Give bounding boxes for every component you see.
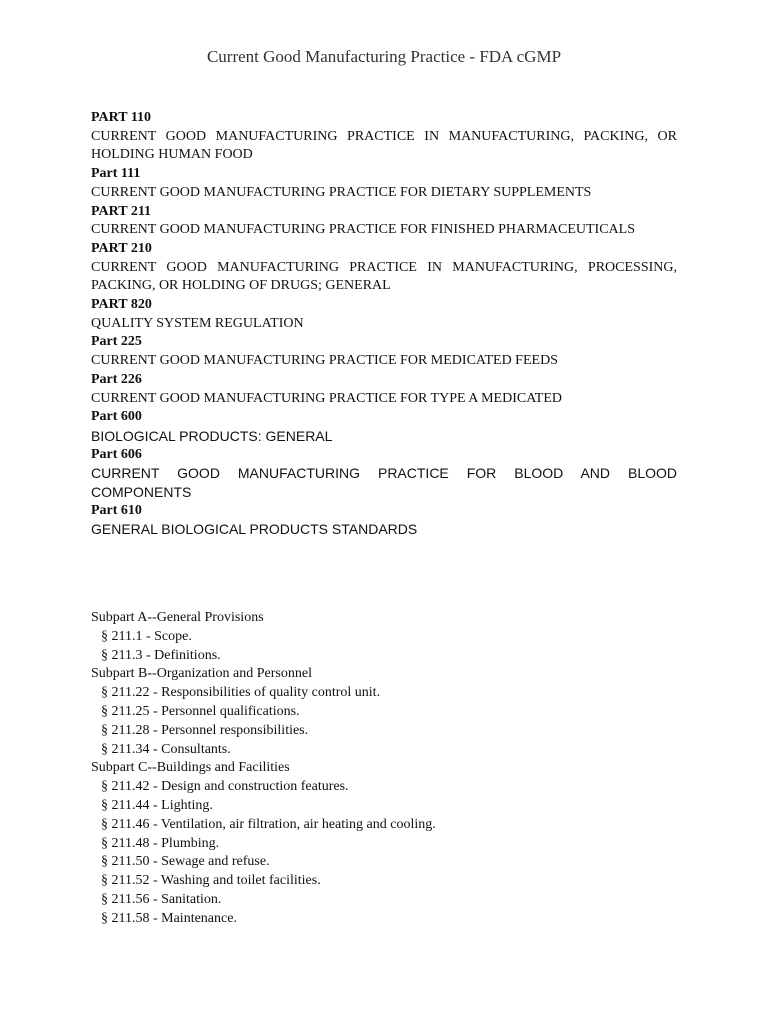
part-description: GENERAL BIOLOGICAL PRODUCTS STANDARDS xyxy=(91,521,418,538)
part-description: CURRENT GOOD MANUFACTURING PRACTICE FOR TYPE A MEDICATED xyxy=(91,390,562,406)
section-item: § 211.56 - Sanitation. xyxy=(101,891,222,907)
part-description: CURRENT GOOD MANUFACTURING PRACTICE FOR DIETARY SUPPLEMENTS xyxy=(91,184,592,200)
section-item: § 211.22 - Responsibilities of quality control unit. xyxy=(101,685,381,701)
section-item: § 211.34 - Consultants. xyxy=(101,741,231,757)
part-item xyxy=(91,333,677,370)
part-heading: Part 225 xyxy=(91,334,142,350)
section-item: § 211.3 - Definitions. xyxy=(101,647,221,663)
part-item xyxy=(91,371,677,408)
part-description: QUALITY SYSTEM REGULATION xyxy=(91,315,304,331)
section-item: § 211.52 - Washing and toilet facilities. xyxy=(101,873,321,889)
parts-list xyxy=(91,109,677,539)
section-item: § 211.58 - Maintenance. xyxy=(101,910,237,926)
part-description: CURRENT GOOD MANUFACTURING PRACTICE FOR BLOOD AND BLOOD COMPONENTS xyxy=(91,465,677,501)
part-item xyxy=(91,408,677,445)
part-heading: Part 606 xyxy=(91,446,142,462)
section-item: § 211.42 - Design and construction features. xyxy=(101,779,349,795)
section-item: § 211.50 - Sewage and refuse. xyxy=(101,854,270,870)
section-item: § 211.48 - Plumbing. xyxy=(101,835,220,851)
section-item: § 211.44 - Lighting. xyxy=(101,797,213,813)
part-heading: Part 111 xyxy=(91,166,141,182)
part-description: CURRENT GOOD MANUFACTURING PRACTICE FOR FINISHED PHARMACEUTICALS xyxy=(91,222,635,238)
part-item xyxy=(91,296,677,333)
section-item: § 211.1 - Scope. xyxy=(101,628,192,644)
section-item: § 211.28 - Personnel responsibilities. xyxy=(101,722,309,738)
subpart-title: Subpart C--Buildings and Facilities xyxy=(91,760,290,776)
part-heading: PART 210 xyxy=(91,240,152,256)
part-heading: PART 211 xyxy=(91,203,152,219)
subpart-title: Subpart B--Organization and Personnel xyxy=(91,666,312,682)
part-heading: Part 610 xyxy=(91,502,142,518)
part-item xyxy=(91,502,677,539)
page-title: Current Good Manufacturing Practice - FDA cGMP xyxy=(206,47,562,66)
part-item xyxy=(91,240,677,296)
part-item xyxy=(91,165,677,202)
part-item xyxy=(91,109,677,165)
part-description: BIOLOGICAL PRODUCTS: GENERAL xyxy=(91,427,333,444)
part-heading: Part 600 xyxy=(91,409,142,425)
table-of-contents xyxy=(91,609,677,929)
part-item xyxy=(91,203,677,240)
section-item: § 211.25 - Personnel qualifications. xyxy=(101,703,300,719)
part-heading: Part 226 xyxy=(91,371,142,387)
part-description: CURRENT GOOD MANUFACTURING PRACTICE IN MANUFACTURING, PROCESSING, PACKING, OR HOLDING OF DRUGS; GENERAL xyxy=(91,259,677,294)
part-description: CURRENT GOOD MANUFACTURING PRACTICE FOR MEDICATED FEEDS xyxy=(91,353,558,369)
subpart-title: Subpart A--General Provisions xyxy=(91,610,264,625)
section-item: § 211.46 - Ventilation, air filtration, air heating and cooling. xyxy=(101,816,436,832)
part-item xyxy=(91,446,677,502)
part-description: CURRENT GOOD MANUFACTURING PRACTICE IN MANUFACTURING, PACKING, OR HOLDING HUMAN FOOD xyxy=(91,128,677,163)
part-heading: PART 820 xyxy=(91,297,152,313)
part-heading: PART 110 xyxy=(91,110,152,125)
